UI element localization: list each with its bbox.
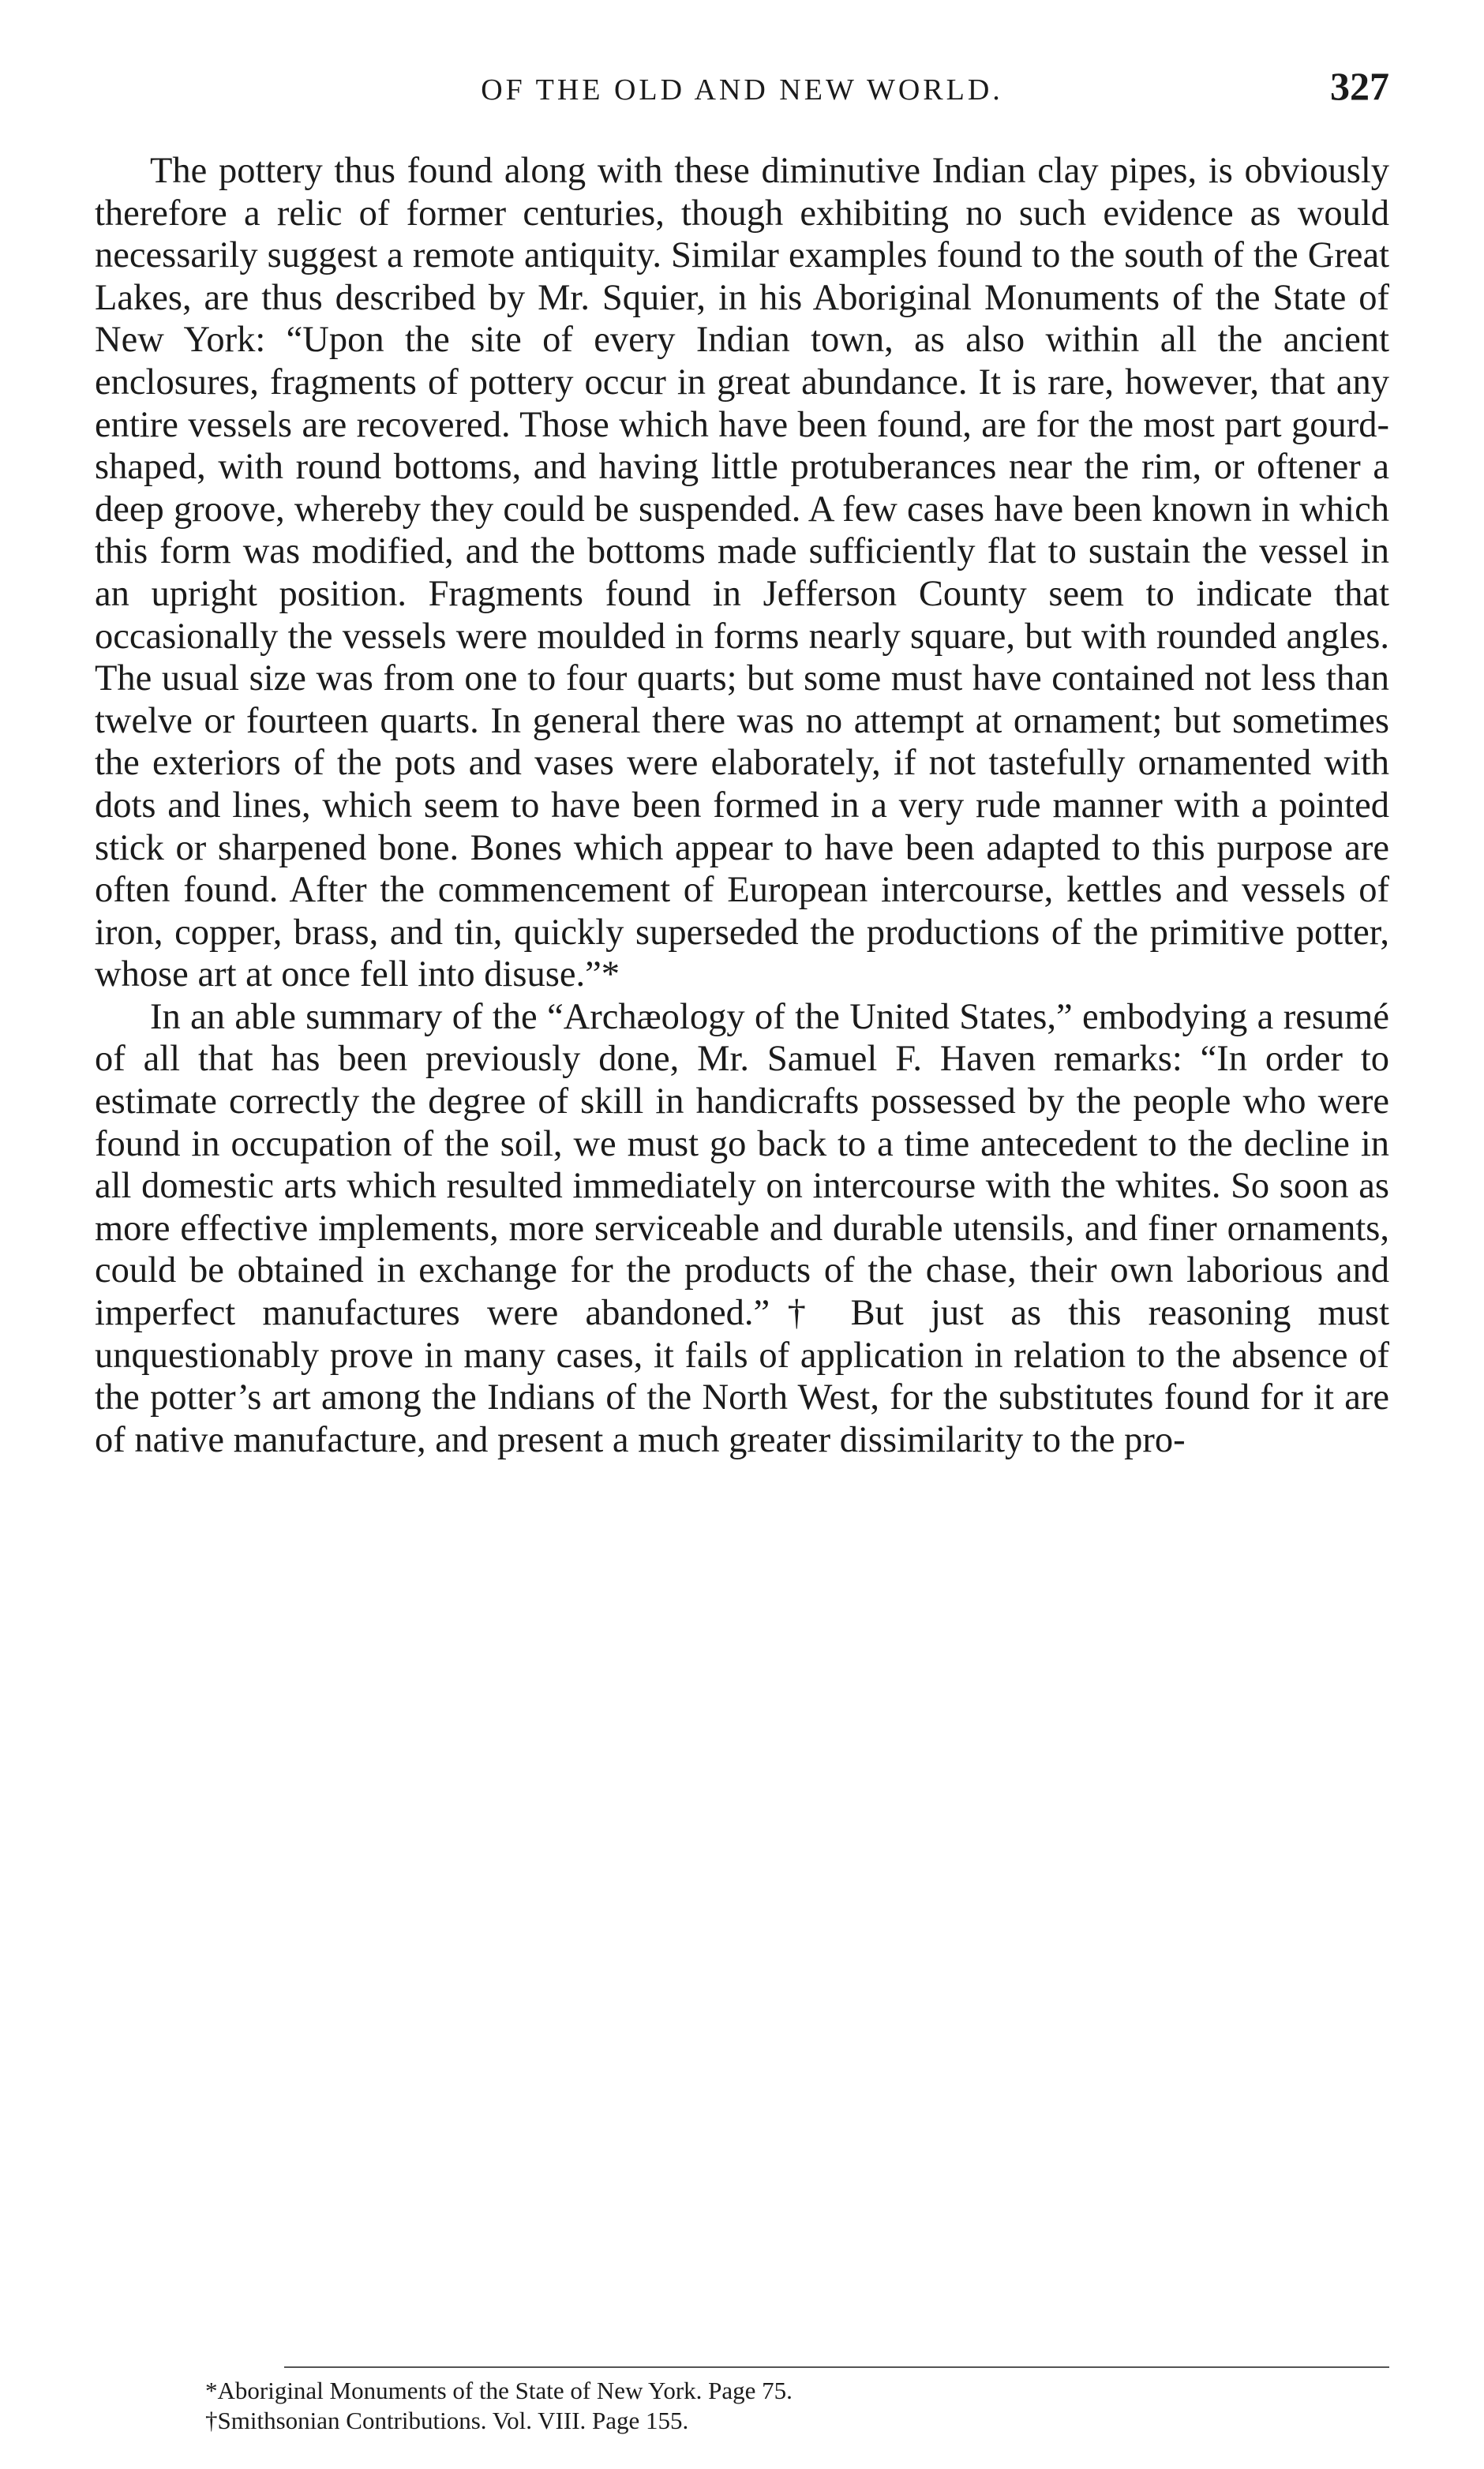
book-page <box>95 63 1389 2434</box>
footnote-haven: †Smithsonian Contributions. Vol. VIII. Page 155. <box>205 2407 689 2434</box>
page-number: 327 <box>1330 64 1389 108</box>
body-text <box>95 150 1389 1461</box>
footnote-rule <box>284 2366 1389 2368</box>
footnote-squier: *Aboriginal Monuments of the State of New York. Page 75. <box>205 2377 793 2404</box>
running-title: OF THE OLD AND NEW WORLD. <box>481 73 1003 107</box>
footnotes <box>205 2376 1389 2436</box>
paragraph-haven: In an able summary of the “Archæology of the United States,” embodying a resumé of all that has been previously done, Mr. Samuel F. Haven remarks: “In order to estimate correctly the degree of skill in handicrafts possessed by the people who were found in occupation of the soil, we must go back to a time antecedent to the decline in all domestic arts which resulted immediately on intercourse with the whites. So soon as more effective implements, more serviceable and durable utensils, and finer ornaments, could be obtained in exchange for the products of the chase, their own laborious and imperfect manufactures were abandoned.”† But just as this reasoning must unquestionably prove in many cases, it fails of application in relation to the absence of the potter’s art among the Indians of the North West, for the substitutes found for it are of native manufacture, and present a much greater dissimilarity to the pro- <box>95 996 1389 1460</box>
paragraph-pottery: The pottery thus found along with these diminutive Indian clay pipes, is obviously therefore a relic of former centuries, though exhibiting no such evidence as would necessarily suggest a remote antiquity. Similar examples found to the south of the Great Lakes, are thus described by Mr. Squier, in his Aboriginal Monuments of the State of New York: “Upon the site of every Indian town, as also within all the ancient enclosures, fragments of pottery occur in great abundance. It is rare, however, that any entire vessels are recovered. Those which have been found, are for the most part gourd-shaped, with round bottoms, and having little protuberances near the rim, or oftener a deep groove, whereby they could be suspended. A few cases have been known in which this form was modified, and the bottoms made sufficiently flat to sustain the vessel in an upright position. Fragments found in Jefferson County seem to indicate that occasionally the vessels were moulded in forms nearly square, but with rounded angles. The usual size was from one to four quarts; but some must have contained not less than twelve or fourteen quarts. In general there was no attempt at ornament; but sometimes the exteriors of the pots and vases were elaborately, if not tastefully ornamented with dots and lines, which seem to have been formed in a very rude manner with a pointed stick or sharpened bone. Bones which appear to have been adapted to this purpose are often found. After the commencement of European intercourse, kettles and vessels of iron, copper, brass, and tin, quickly superseded the productions of the primitive potter, whose art at once fell into disuse.”* <box>95 151 1389 995</box>
running-head <box>95 63 1389 126</box>
